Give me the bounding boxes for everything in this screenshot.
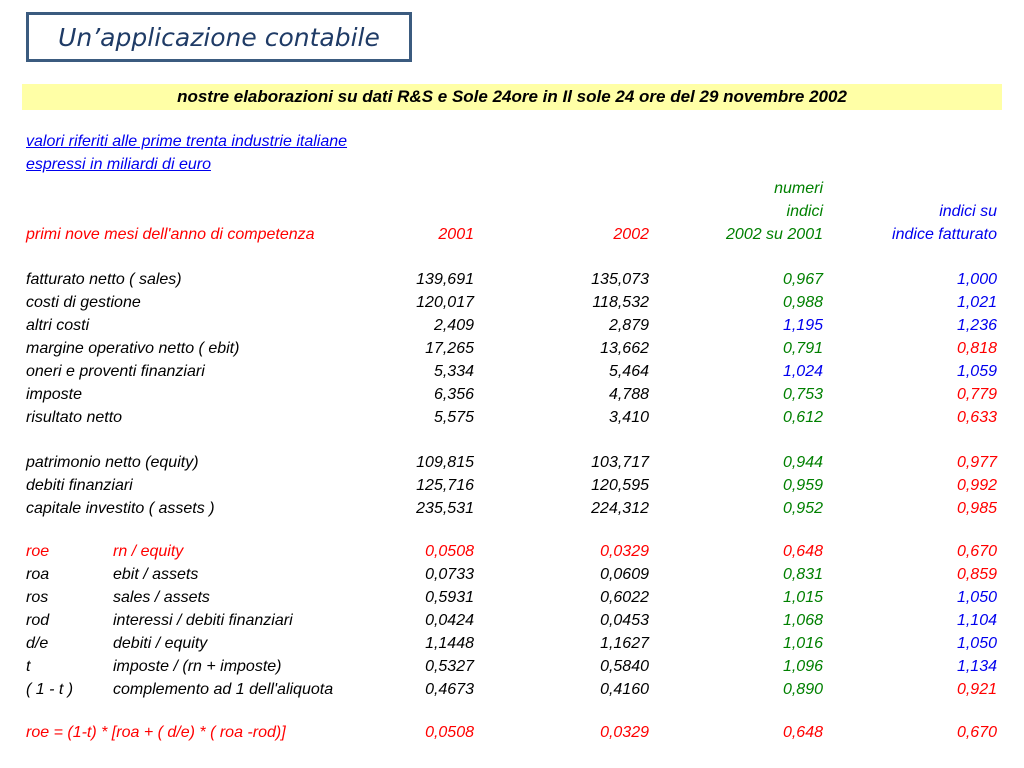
value-2002: 4,788 (608, 386, 649, 403)
value-2002: 2,879 (608, 317, 649, 334)
value-2002: 224,312 (591, 500, 649, 517)
value-2001: 235,531 (416, 500, 474, 517)
table-row (0, 475, 1024, 497)
ratio-abbr: ( 1 - t ) (26, 681, 74, 698)
table-row (0, 407, 1024, 429)
source-banner (22, 84, 1002, 110)
table-row (0, 452, 1024, 474)
value-2001: 6,356 (433, 386, 474, 403)
row-label: risultato netto (26, 409, 123, 426)
table-row (0, 610, 1024, 632)
index-fatturato: 0,992 (956, 477, 997, 494)
value-2002: 3,410 (608, 409, 649, 426)
index-2002-su-2001: 1,016 (782, 635, 823, 652)
value-2001: 139,691 (416, 271, 474, 288)
ratio-abbr: d/e (26, 635, 49, 652)
value-2002: 0,6022 (600, 589, 649, 606)
ratio-abbr: roe (26, 543, 50, 560)
header-numeri: numeri (774, 180, 823, 197)
table-row (0, 679, 1024, 701)
value-2001: 0,4673 (425, 681, 474, 698)
row-label: debiti finanziari (26, 477, 133, 494)
value-2002: 13,662 (600, 340, 649, 357)
col-fatturato-header: indice fatturato (892, 226, 997, 243)
value-2001: 2,409 (433, 317, 474, 334)
table-row (0, 292, 1024, 314)
value-2001: 1,1448 (425, 635, 474, 652)
title-box (26, 12, 412, 62)
table-row (0, 315, 1024, 337)
table-row (0, 541, 1024, 563)
col-2002-header: 2002 (613, 226, 649, 243)
index-2002-su-2001: 0,648 (782, 724, 823, 741)
table-row (0, 384, 1024, 406)
value-2001: 0,0424 (425, 612, 474, 629)
value-2002: 0,0453 (600, 612, 649, 629)
value-2001: 109,815 (416, 454, 474, 471)
value-2001: 0,0508 (425, 543, 474, 560)
index-2002-su-2001: 0,890 (782, 681, 823, 698)
index-2002-su-2001: 0,753 (782, 386, 823, 403)
table-row (0, 587, 1024, 609)
row-label: capitale investito ( assets ) (26, 500, 215, 517)
index-2002-su-2001: 1,195 (782, 317, 823, 334)
value-2001: 5,334 (433, 363, 474, 380)
header-row-1 (0, 178, 1024, 200)
table-row (0, 269, 1024, 291)
index-2002-su-2001: 1,068 (782, 612, 823, 629)
index-2002-su-2001: 0,959 (782, 477, 823, 494)
value-2002: 5,464 (608, 363, 649, 380)
row-label: roe = (1-t) * [roa + ( d/e) * ( roa -rod)] (26, 724, 286, 741)
ratio-formula: imposte / (rn + imposte) (113, 658, 282, 675)
ratio-abbr: rod (26, 612, 50, 629)
index-fatturato: 0,977 (956, 454, 997, 471)
scope-link[interactable]: valori riferiti alle prime trenta industrie italiane (26, 133, 348, 150)
value-2002: 0,0609 (600, 566, 649, 583)
row-label: patrimonio netto (equity) (26, 454, 199, 471)
index-2002-su-2001: 0,988 (782, 294, 823, 311)
row-label: fatturato netto ( sales) (26, 271, 182, 288)
ratio-formula: interessi / debiti finanziari (113, 612, 293, 629)
index-fatturato: 1,104 (956, 612, 997, 629)
col-ratio-header: 2002 su 2001 (726, 226, 823, 243)
header-row-2 (0, 201, 1024, 223)
index-fatturato: 1,236 (956, 317, 997, 334)
index-fatturato: 0,859 (956, 566, 997, 583)
index-fatturato: 1,134 (956, 658, 997, 675)
index-fatturato: 1,059 (956, 363, 997, 380)
ratio-abbr: ros (26, 589, 49, 606)
col-2001-header: 2001 (438, 226, 474, 243)
value-2001: 0,5327 (425, 658, 474, 675)
value-2001: 0,5931 (425, 589, 474, 606)
index-fatturato: 1,050 (956, 635, 997, 652)
row-label: costi di gestione (26, 294, 141, 311)
value-2002: 135,073 (591, 271, 649, 288)
table-row (0, 633, 1024, 655)
ratio-formula: debiti / equity (113, 635, 208, 652)
index-fatturato: 0,985 (956, 500, 997, 517)
table-row (0, 361, 1024, 383)
index-2002-su-2001: 0,831 (782, 566, 823, 583)
index-fatturato: 0,633 (956, 409, 997, 426)
row-label: oneri e proventi finanziari (26, 363, 205, 380)
index-fatturato: 0,670 (956, 724, 997, 741)
ratio-formula: ebit / assets (113, 566, 199, 583)
value-2001: 0,0733 (425, 566, 474, 583)
value-2002: 0,5840 (600, 658, 649, 675)
value-2002: 1,1627 (600, 635, 649, 652)
page-title: Un’applicazione contabile (58, 22, 380, 52)
table-row (0, 338, 1024, 360)
value-2002: 0,0329 (600, 724, 649, 741)
row-label: margine operativo netto ( ebit) (26, 340, 240, 357)
index-2002-su-2001: 0,952 (782, 500, 823, 517)
period-label: primi nove mesi dell'anno di competenza (26, 226, 315, 243)
index-fatturato: 1,000 (956, 271, 997, 288)
header-row-3 (0, 224, 1024, 246)
index-fatturato: 0,921 (956, 681, 997, 698)
value-2001: 17,265 (425, 340, 474, 357)
table-row (0, 656, 1024, 678)
source-text: nostre elaborazioni su dati R&S e Sole 24ore in Il sole 24 ore del 29 novembre 2002 (177, 87, 847, 106)
value-2002: 103,717 (591, 454, 649, 471)
ratio-formula: rn / equity (113, 543, 184, 560)
table-row (0, 498, 1024, 520)
row-label: imposte (26, 386, 83, 403)
ratio-formula: sales / assets (113, 589, 210, 606)
ratio-formula: complemento ad 1 dell'aliquota (113, 681, 334, 698)
index-fatturato: 1,050 (956, 589, 997, 606)
value-2002: 118,532 (592, 294, 649, 311)
index-fatturato: 0,818 (956, 340, 997, 357)
ratio-abbr: roa (26, 566, 50, 583)
index-2002-su-2001: 1,096 (782, 658, 823, 675)
index-2002-su-2001: 0,791 (782, 340, 823, 357)
value-2002: 120,595 (591, 477, 649, 494)
index-2002-su-2001: 0,967 (782, 271, 823, 288)
index-2002-su-2001: 1,015 (782, 589, 823, 606)
value-2001: 5,575 (433, 409, 474, 426)
header-indici: indici (786, 203, 823, 220)
table-row (0, 564, 1024, 586)
value-2001: 125,716 (416, 477, 474, 494)
header-indici-su: indici su (939, 203, 997, 220)
value-2001: 0,0508 (425, 724, 474, 741)
ratio-abbr: t (26, 658, 31, 675)
index-2002-su-2001: 0,648 (782, 543, 823, 560)
index-fatturato: 0,779 (956, 386, 997, 403)
index-2002-su-2001: 1,024 (782, 363, 823, 380)
index-2002-su-2001: 0,612 (782, 409, 823, 426)
index-fatturato: 0,670 (956, 543, 997, 560)
index-fatturato: 1,021 (956, 294, 997, 311)
value-2002: 0,0329 (600, 543, 649, 560)
row-label: altri costi (26, 317, 90, 334)
units-link[interactable]: espressi in miliardi di euro (26, 156, 211, 173)
value-2002: 0,4160 (600, 681, 649, 698)
value-2001: 120,017 (416, 294, 474, 311)
table-row (0, 722, 1024, 744)
index-2002-su-2001: 0,944 (782, 454, 823, 471)
